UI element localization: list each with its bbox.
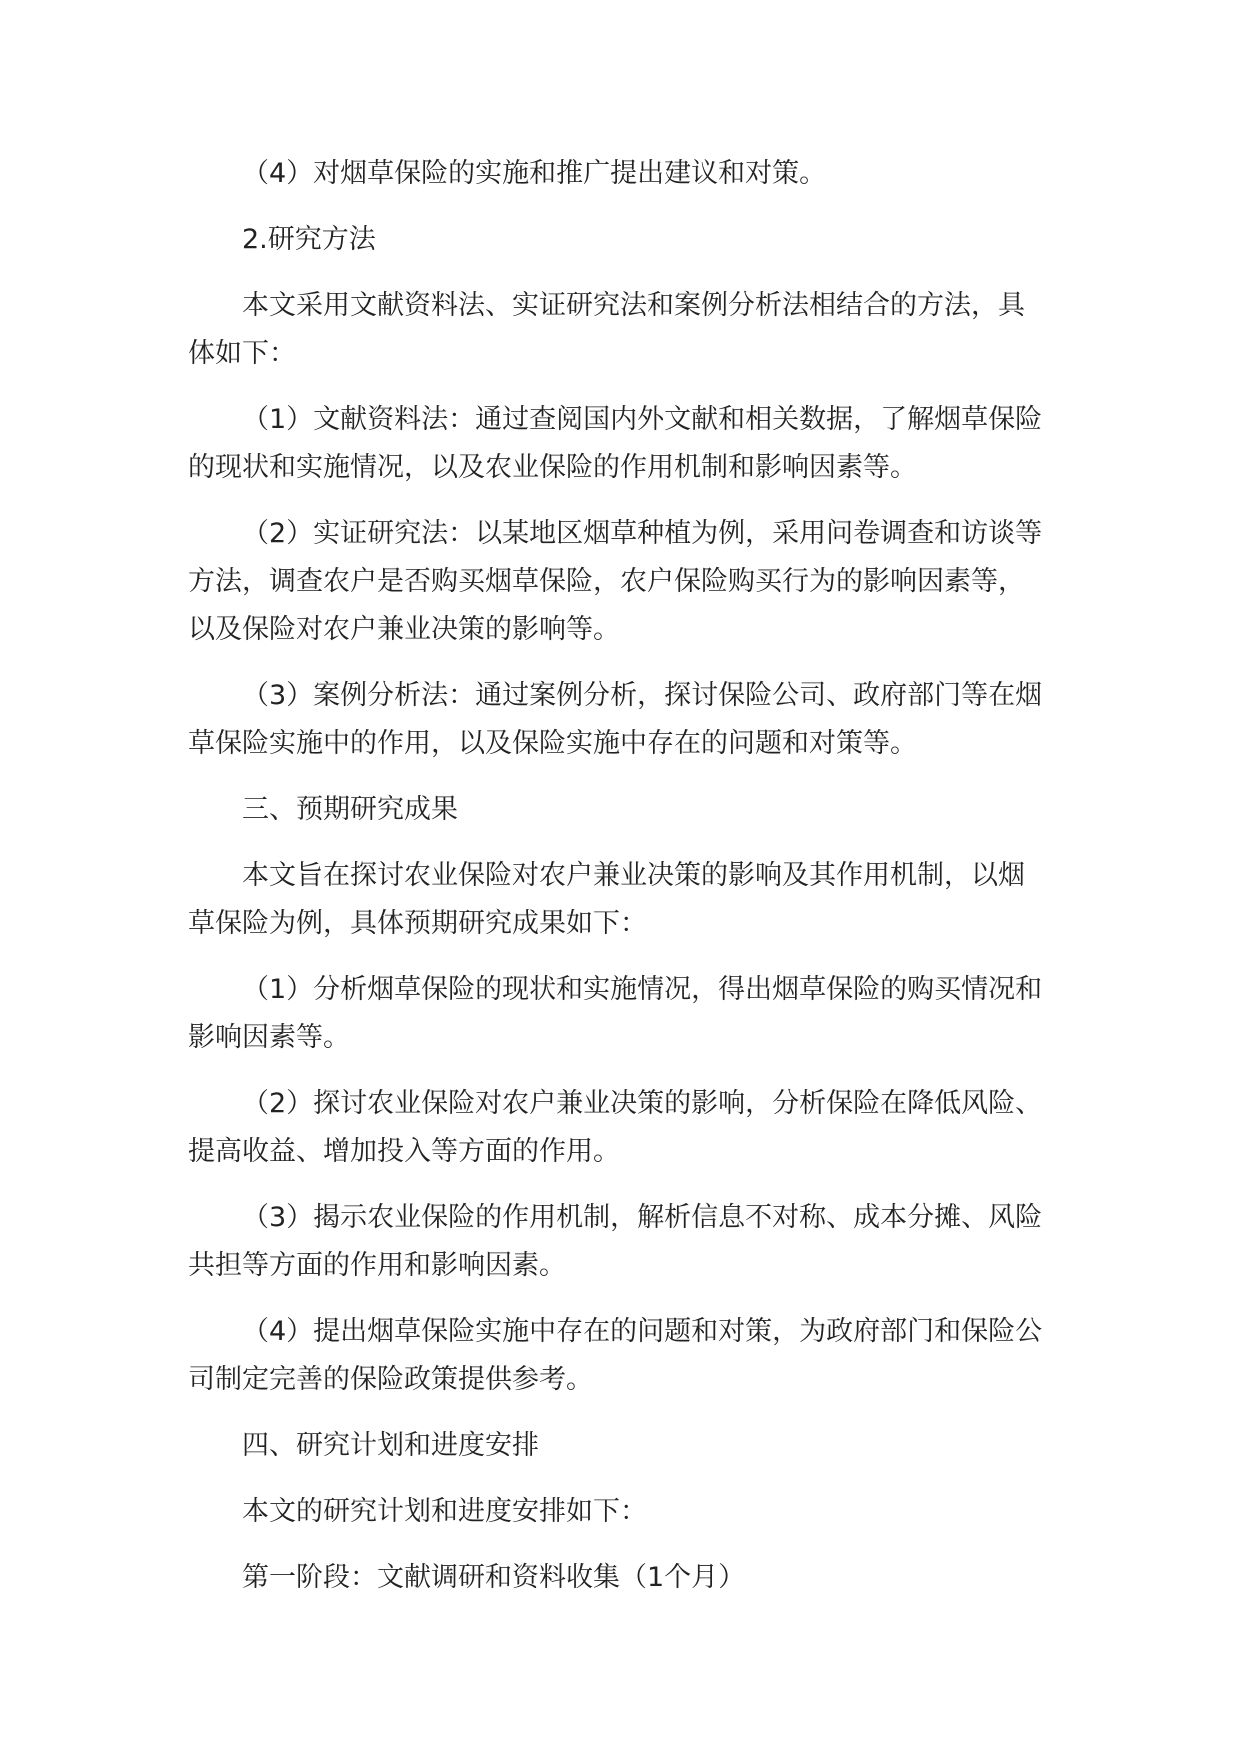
paragraph-result-1: （1）分析烟草保险的现状和实施情况，得出烟草保险的购买情况和影响因素等。 <box>188 974 1043 1053</box>
paragraph-result-3: （3）揭示农业保险的作用机制，解析信息不对称、成本分摊、风险共担等方面的作用和影响因素。 <box>188 1202 1043 1281</box>
heading-expected-results: 三、预期研究成果 <box>242 794 458 825</box>
heading-research-plan: 四、研究计划和进度安排 <box>242 1430 539 1461</box>
document-page <box>188 150 1050 1602</box>
paragraph-method-empirical: （2）实证研究法：以某地区烟草种植为例，采用问卷调查和访谈等方法，调查农户是否购买烟草保险，农户保险购买行为的影响因素等，以及保险对农户兼业决策的影响等。 <box>188 518 1043 645</box>
paragraph-method-literature: （1）文献资料法：通过查阅国内外文献和相关数据，了解烟草保险的现状和实施情况，以及农业保险的作用机制和影响因素等。 <box>188 404 1043 483</box>
paragraph-result-4: （4）提出烟草保险实施中存在的问题和对策，为政府部门和保险公司制定完善的保险政策提供参考。 <box>188 1316 1043 1395</box>
heading-research-methods: 2.研究方法 <box>242 224 376 255</box>
paragraph-plan-stage-1: 第一阶段：文献调研和资料收集（1个月） <box>242 1562 746 1593</box>
paragraph-method-case-study: （3）案例分析法：通过案例分析，探讨保险公司、政府部门等在烟草保险实施中的作用，以及保险实施中存在的问题和对策等。 <box>188 680 1043 759</box>
paragraph-methods-intro: 本文采用文献资料法、实证研究法和案例分析法相结合的方法，具体如下： <box>188 290 1025 369</box>
paragraph-plan-intro: 本文的研究计划和进度安排如下： <box>242 1496 647 1527</box>
paragraph-results-intro: 本文旨在探讨农业保险对农户兼业决策的影响及其作用机制，以烟草保险为例，具体预期研究成果如下： <box>188 860 1025 939</box>
paragraph-result-2: （2）探讨农业保险对农户兼业决策的影响，分析保险在降低风险、提高收益、增加投入等方面的作用。 <box>188 1088 1043 1167</box>
paragraph-objective-4: （4）对烟草保险的实施和推广提出建议和对策。 <box>242 158 827 189</box>
